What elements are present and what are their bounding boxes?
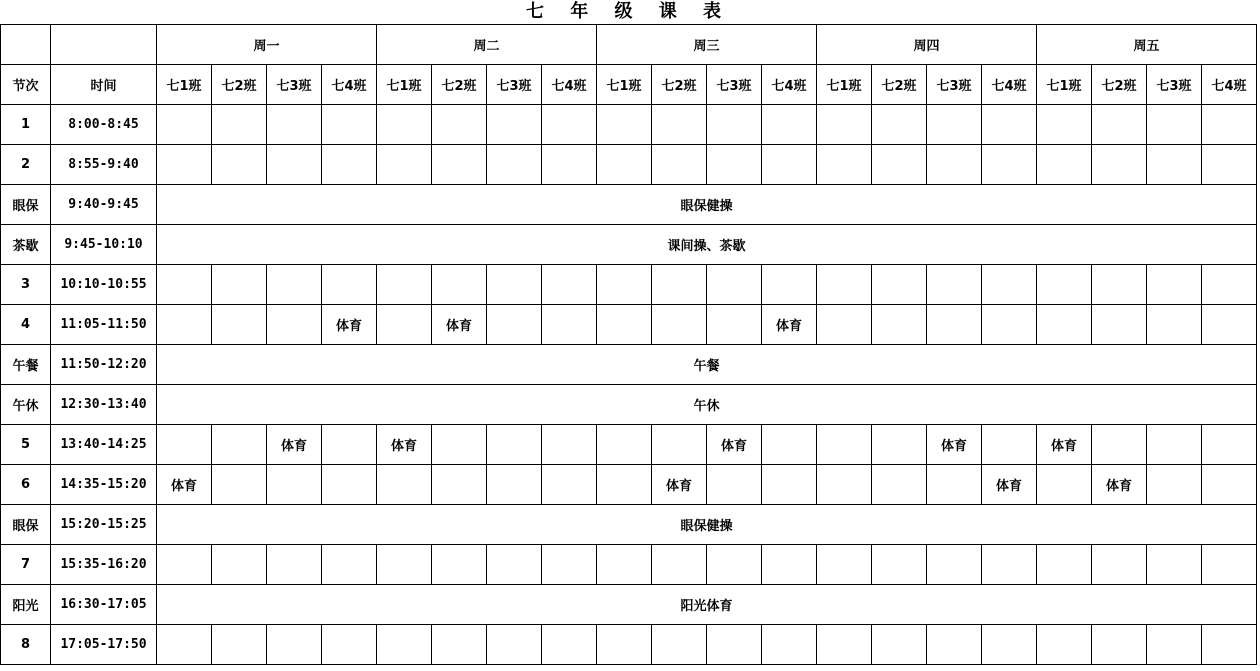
period-cell[interactable]: 眼保 [1,505,51,545]
lesson-cell[interactable] [597,145,652,185]
class-header[interactable]: 七1班 [1037,65,1092,105]
lesson-cell[interactable] [377,465,432,505]
day-header[interactable]: 周二 [377,25,597,65]
lesson-cell[interactable] [762,265,817,305]
lesson-cell[interactable] [377,305,432,345]
table-row [1,105,1257,145]
table-row [1,545,1257,585]
lesson-cell[interactable] [1092,145,1147,185]
lesson-cell[interactable] [707,145,762,185]
lesson-cell[interactable] [1147,265,1202,305]
lesson-cell[interactable] [322,545,377,585]
lesson-cell[interactable]: 体育 [707,425,762,465]
lesson-cell[interactable] [652,265,707,305]
corner-cell[interactable] [1,25,51,65]
time-cell[interactable]: 10:10-10:55 [51,265,157,305]
lesson-cell[interactable] [762,145,817,185]
lesson-cell[interactable] [1092,625,1147,665]
lesson-cell[interactable] [267,145,322,185]
class-header[interactable]: 七3班 [1147,65,1202,105]
merged-activity-cell[interactable]: 阳光体育 [157,585,1257,625]
lesson-cell[interactable] [652,625,707,665]
class-header[interactable]: 七4班 [542,65,597,105]
lesson-cell[interactable] [432,145,487,185]
lesson-cell[interactable] [267,545,322,585]
table-row [1,345,1257,385]
lesson-cell[interactable] [597,105,652,145]
lesson-cell[interactable] [157,425,212,465]
lesson-cell[interactable] [377,145,432,185]
lesson-cell[interactable] [157,265,212,305]
table-row [1,145,1257,185]
period-cell[interactable]: 午休 [1,385,51,425]
lesson-cell[interactable] [212,105,267,145]
lesson-cell[interactable] [157,145,212,185]
lesson-cell[interactable]: 体育 [982,465,1037,505]
period-cell[interactable]: 2 [1,145,51,185]
lesson-cell[interactable]: 体育 [267,425,322,465]
lesson-cell[interactable] [212,545,267,585]
lesson-cell[interactable] [267,265,322,305]
class-header[interactable]: 七2班 [432,65,487,105]
lesson-cell[interactable] [652,425,707,465]
table-row [1,505,1257,545]
lesson-cell[interactable] [927,145,982,185]
lesson-cell[interactable] [212,625,267,665]
lesson-cell[interactable] [542,625,597,665]
lesson-cell[interactable] [157,105,212,145]
lesson-cell[interactable] [1202,465,1257,505]
lesson-cell[interactable] [1037,545,1092,585]
lesson-cell[interactable] [377,265,432,305]
period-cell[interactable]: 1 [1,105,51,145]
lesson-cell[interactable] [652,105,707,145]
merged-activity-cell[interactable]: 午餐 [157,345,1257,385]
class-header[interactable]: 七2班 [652,65,707,105]
lesson-cell[interactable] [1092,545,1147,585]
lesson-cell[interactable] [1202,265,1257,305]
time-cell[interactable]: 16:30-17:05 [51,585,157,625]
lesson-cell[interactable] [1147,465,1202,505]
lesson-cell[interactable] [487,465,542,505]
lesson-cell[interactable] [542,305,597,345]
lesson-cell[interactable] [1202,305,1257,345]
lesson-cell[interactable] [1147,145,1202,185]
class-header[interactable]: 七3班 [267,65,322,105]
lesson-cell[interactable] [707,465,762,505]
class-header[interactable]: 七2班 [872,65,927,105]
lesson-cell[interactable] [927,265,982,305]
lesson-cell[interactable] [487,305,542,345]
table-row [1,305,1257,345]
lesson-cell[interactable] [597,465,652,505]
lesson-cell[interactable] [212,265,267,305]
lesson-cell[interactable] [322,625,377,665]
time-cell[interactable]: 11:05-11:50 [51,305,157,345]
merged-activity-cell[interactable]: 课间操、茶歇 [157,225,1257,265]
lesson-cell[interactable] [267,305,322,345]
lesson-cell[interactable] [597,265,652,305]
lesson-cell[interactable] [1037,305,1092,345]
lesson-cell[interactable] [817,145,872,185]
lesson-cell[interactable] [707,265,762,305]
lesson-cell[interactable] [212,465,267,505]
day-header[interactable]: 周三 [597,25,817,65]
period-cell[interactable]: 4 [1,305,51,345]
day-header[interactable]: 周五 [1037,25,1257,65]
lesson-cell[interactable] [872,545,927,585]
table-row [1,265,1257,305]
time-cell[interactable]: 8:00-8:45 [51,105,157,145]
lesson-cell[interactable] [762,625,817,665]
lesson-cell[interactable] [872,465,927,505]
lesson-cell[interactable] [322,145,377,185]
lesson-cell[interactable] [212,145,267,185]
lesson-cell[interactable] [322,465,377,505]
lesson-cell[interactable] [1037,265,1092,305]
time-cell[interactable]: 15:20-15:25 [51,505,157,545]
lesson-cell[interactable]: 体育 [927,425,982,465]
class-header[interactable]: 七1班 [157,65,212,105]
time-cell[interactable]: 11:50-12:20 [51,345,157,385]
day-header[interactable]: 周四 [817,25,1037,65]
lesson-cell[interactable]: 体育 [1092,465,1147,505]
lesson-cell[interactable] [872,305,927,345]
lesson-cell[interactable] [1202,625,1257,665]
class-header[interactable]: 七1班 [597,65,652,105]
table-row [1,185,1257,225]
lesson-cell[interactable] [597,305,652,345]
lesson-cell[interactable] [322,425,377,465]
lesson-cell[interactable] [762,425,817,465]
class-header[interactable]: 七2班 [1092,65,1147,105]
class-header[interactable]: 七4班 [1202,65,1257,105]
lesson-cell[interactable] [377,105,432,145]
period-cell[interactable]: 阳光 [1,585,51,625]
lesson-cell[interactable] [982,425,1037,465]
lesson-cell[interactable] [927,305,982,345]
class-header[interactable]: 七4班 [322,65,377,105]
lesson-cell[interactable] [267,105,322,145]
lesson-cell[interactable] [707,305,762,345]
lesson-cell[interactable] [597,425,652,465]
table-row [1,225,1257,265]
class-header[interactable]: 七4班 [982,65,1037,105]
lesson-cell[interactable] [432,265,487,305]
lesson-cell[interactable] [817,265,872,305]
lesson-cell[interactable]: 体育 [432,305,487,345]
lesson-cell[interactable]: 体育 [652,465,707,505]
lesson-cell[interactable]: 体育 [1037,425,1092,465]
lesson-cell[interactable] [487,545,542,585]
lesson-cell[interactable]: 体育 [322,305,377,345]
lesson-cell[interactable] [652,145,707,185]
lesson-cell[interactable] [542,265,597,305]
lesson-cell[interactable] [1147,105,1202,145]
lesson-cell[interactable] [542,465,597,505]
lesson-cell[interactable] [212,425,267,465]
lesson-cell[interactable] [157,545,212,585]
lesson-cell[interactable] [652,545,707,585]
lesson-cell[interactable] [1092,265,1147,305]
lesson-cell[interactable] [872,425,927,465]
lesson-cell[interactable] [322,105,377,145]
lesson-cell[interactable] [762,465,817,505]
lesson-cell[interactable] [652,305,707,345]
lesson-cell[interactable] [267,625,322,665]
lesson-cell[interactable] [597,545,652,585]
period-cell[interactable]: 5 [1,425,51,465]
time-cell[interactable]: 13:40-14:25 [51,425,157,465]
period-cell[interactable]: 3 [1,265,51,305]
lesson-cell[interactable] [377,545,432,585]
lesson-cell[interactable] [817,105,872,145]
lesson-cell[interactable] [157,305,212,345]
period-cell[interactable]: 6 [1,465,51,505]
lesson-cell[interactable] [982,105,1037,145]
lesson-cell[interactable] [1147,305,1202,345]
lesson-cell[interactable] [487,425,542,465]
lesson-cell[interactable] [267,465,322,505]
lesson-cell[interactable] [817,625,872,665]
table-row [1,465,1257,505]
period-cell[interactable]: 8 [1,625,51,665]
lesson-cell[interactable] [1202,105,1257,145]
day-header[interactable]: 周一 [157,25,377,65]
class-header[interactable]: 七3班 [927,65,982,105]
class-header[interactable]: 七3班 [707,65,762,105]
lesson-cell[interactable]: 体育 [377,425,432,465]
time-cell[interactable]: 17:05-17:50 [51,625,157,665]
lesson-cell[interactable] [817,465,872,505]
lesson-cell[interactable] [1202,145,1257,185]
time-header[interactable]: 时间 [51,65,157,105]
class-header[interactable]: 七4班 [762,65,817,105]
merged-activity-cell[interactable]: 眼保健操 [157,185,1257,225]
merged-activity-cell[interactable]: 午休 [157,385,1257,425]
lesson-cell[interactable] [1147,425,1202,465]
lesson-cell[interactable] [487,105,542,145]
lesson-cell[interactable] [762,545,817,585]
schedule-table [0,24,1257,665]
class-header[interactable]: 七1班 [377,65,432,105]
lesson-cell[interactable] [872,105,927,145]
lesson-cell[interactable] [377,625,432,665]
page-title: 七 年 级 课 表 [525,1,732,22]
period-cell[interactable]: 眼保 [1,185,51,225]
period-cell[interactable]: 茶歇 [1,225,51,265]
lesson-cell[interactable] [1147,545,1202,585]
lesson-cell[interactable] [1202,545,1257,585]
time-cell[interactable]: 8:55-9:40 [51,145,157,185]
lesson-cell[interactable] [1092,105,1147,145]
lesson-cell[interactable] [597,625,652,665]
lesson-cell[interactable] [707,625,762,665]
corner-cell[interactable] [51,25,157,65]
table-row [1,425,1257,465]
period-cell[interactable]: 7 [1,545,51,585]
lesson-cell[interactable] [817,425,872,465]
lesson-cell[interactable] [542,145,597,185]
lesson-cell[interactable] [432,425,487,465]
lesson-cell[interactable] [817,545,872,585]
class-header[interactable]: 七2班 [212,65,267,105]
time-cell[interactable]: 12:30-13:40 [51,385,157,425]
lesson-cell[interactable]: 体育 [762,305,817,345]
lesson-cell[interactable] [1037,465,1092,505]
lesson-cell[interactable] [872,625,927,665]
lesson-cell[interactable] [982,265,1037,305]
lesson-cell[interactable] [212,305,267,345]
lesson-cell[interactable] [432,625,487,665]
lesson-cell[interactable] [487,265,542,305]
lesson-cell[interactable] [927,105,982,145]
day-header-row [1,25,1257,65]
lesson-cell[interactable]: 体育 [157,465,212,505]
lesson-cell[interactable] [432,105,487,145]
class-header[interactable]: 七3班 [487,65,542,105]
class-header-row [1,65,1257,105]
lesson-cell[interactable] [542,105,597,145]
table-row [1,585,1257,625]
lesson-cell[interactable] [157,625,212,665]
lesson-cell[interactable] [707,105,762,145]
lesson-cell[interactable] [982,625,1037,665]
lesson-cell[interactable] [432,465,487,505]
lesson-cell[interactable] [1037,145,1092,185]
lesson-cell[interactable] [1037,105,1092,145]
lesson-cell[interactable] [1092,305,1147,345]
lesson-cell[interactable] [1202,425,1257,465]
lesson-cell[interactable] [1092,425,1147,465]
lesson-cell[interactable] [1147,625,1202,665]
lesson-cell[interactable] [872,265,927,305]
lesson-cell[interactable] [542,425,597,465]
lesson-cell[interactable] [487,625,542,665]
time-cell[interactable]: 9:40-9:45 [51,185,157,225]
period-cell[interactable]: 午餐 [1,345,51,385]
lesson-cell[interactable] [322,265,377,305]
lesson-cell[interactable] [817,305,872,345]
table-row [1,625,1257,665]
period-header[interactable]: 节次 [1,65,51,105]
lesson-cell[interactable] [927,545,982,585]
class-header[interactable]: 七1班 [817,65,872,105]
lesson-cell[interactable] [432,545,487,585]
lesson-cell[interactable] [542,545,597,585]
lesson-cell[interactable] [982,545,1037,585]
lesson-cell[interactable] [762,105,817,145]
lesson-cell[interactable] [982,145,1037,185]
lesson-cell[interactable] [872,145,927,185]
lesson-cell[interactable] [487,145,542,185]
time-cell[interactable]: 9:45-10:10 [51,225,157,265]
table-row [1,385,1257,425]
time-cell[interactable]: 14:35-15:20 [51,465,157,505]
merged-activity-cell[interactable]: 眼保健操 [157,505,1257,545]
lesson-cell[interactable] [1037,625,1092,665]
time-cell[interactable]: 15:35-16:20 [51,545,157,585]
lesson-cell[interactable] [707,545,762,585]
lesson-cell[interactable] [982,305,1037,345]
lesson-cell[interactable] [927,465,982,505]
lesson-cell[interactable] [927,625,982,665]
